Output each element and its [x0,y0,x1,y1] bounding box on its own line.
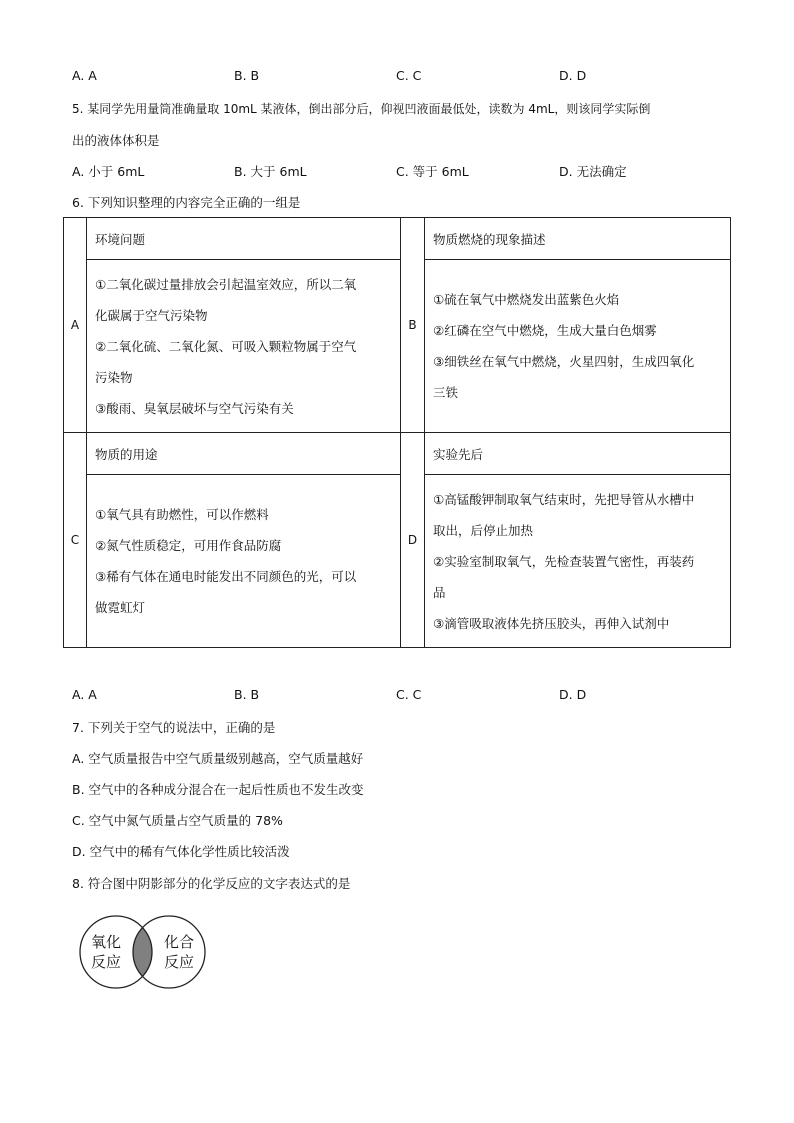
q4-options [72,68,752,86]
cell-c-line: ①氧气具有助燃性，可以作燃料 [95,507,269,522]
cell-c-line: ③稀有气体在通电时能发出不同颜色的光，可以 [95,569,357,584]
cell-d-line: ②实验室制取氧气，先检查装置气密性，再装药 [433,553,695,569]
q5-option-c[interactable]: C. 等于 6mL [396,164,469,179]
q7-option-d[interactable]: D. 空气中的稀有气体化学性质比较活泼 [72,844,290,859]
q5-stem-line1: 5. 某同学先用量筒准确量取 10mL 某液体，倒出部分后，仰视凹液面最低处，读数为 4mL，则该同学实际倒 [72,102,651,116]
table-header-d: 实验先后 [425,433,731,475]
table-label-a: A [64,218,87,433]
cell-a-line: 污染物 [95,369,133,385]
q5-stem-line2: 出的液体体积是 [72,133,160,148]
q5-option-d[interactable]: D. 无法确定 [559,164,627,179]
table-cell-a [87,260,401,433]
q6-options [72,687,752,705]
cell-a-line: ③酸雨、臭氧层破坏与空气污染有关 [95,400,294,416]
cell-d-line: 品 [433,584,446,600]
q6-option-b[interactable]: B. B [234,687,260,702]
q6-option-c[interactable]: C. C [396,687,422,702]
table-header-a: 环境问题 [87,218,401,260]
cell-b-line: 三铁 [433,385,459,400]
cell-a-line: 化碳属于空气污染物 [95,307,208,323]
q4-option-a[interactable]: A. A [72,68,97,83]
cell-d-line: ③滴管吸取液体先挤压胶头，再伸入试剂中 [433,615,670,631]
table-cell-b [425,260,731,433]
cell-d-line: 取出，后停止加热 [433,522,534,538]
q7-option-b[interactable]: B. 空气中的各种成分混合在一起后性质也不发生改变 [72,782,364,797]
table-cell-c [87,475,401,648]
q4-option-c[interactable]: C. C [396,68,422,83]
q5-option-a[interactable]: A. 小于 6mL [72,164,145,179]
q6-option-d[interactable]: D. D [559,687,587,702]
q8-stem: 8. 符合图中阴影部分的化学反应的文字表达式的是 [72,876,351,891]
cell-a-line: ②二氧化硫、二氧化氮、可吸入颗粒物属于空气 [95,338,357,354]
table-label-d: D [401,433,425,648]
knowledge-table [63,217,731,648]
table-header-c: 物质的用途 [87,433,401,475]
q4-option-b[interactable]: B. B [234,68,260,83]
venn-diagram [78,912,208,992]
q5-option-b[interactable]: B. 大于 6mL [234,164,307,179]
table-label-c: C [64,433,87,648]
table-cell-d [425,475,731,648]
cell-a-line: ①二氧化碳过量排放会引起温室效应，所以二氧 [95,276,357,292]
q7-stem: 7. 下列关于空气的说法中，正确的是 [72,720,276,735]
venn-right-label-line2: 反应 [163,953,195,971]
q6-stem: 6. 下列知识整理的内容完全正确的一组是 [72,195,301,210]
q6-option-a[interactable]: A. A [72,687,97,702]
q7-option-c[interactable]: C. 空气中氮气质量占空气质量的 78% [72,813,283,828]
venn-left-label-line1: 氧化 [90,933,122,951]
cell-c-line: 做霓虹灯 [95,600,146,615]
table-header-b: 物质燃烧的现象描述 [425,218,731,260]
cell-b-line: ③细铁丝在氧气中燃烧，火星四射，生成四氧化 [433,354,695,369]
venn-right-label-line1: 化合 [163,933,195,951]
cell-d-line: ①高锰酸钾制取氧气结束时，先把导管从水槽中 [433,491,695,507]
cell-b-line: ①硫在氧气中燃烧发出蓝紫色火焰 [433,292,620,307]
cell-c-line: ②氮气性质稳定，可用作食品防腐 [95,538,282,553]
table-label-b: B [401,218,425,433]
q7-option-a[interactable]: A. 空气质量报告中空气质量级别越高，空气质量越好 [72,751,364,766]
q4-option-d[interactable]: D. D [559,68,587,83]
q5-options [72,162,752,180]
venn-left-label-line2: 反应 [90,953,122,971]
cell-b-line: ②红磷在空气中燃烧，生成大量白色烟雾 [433,323,657,338]
